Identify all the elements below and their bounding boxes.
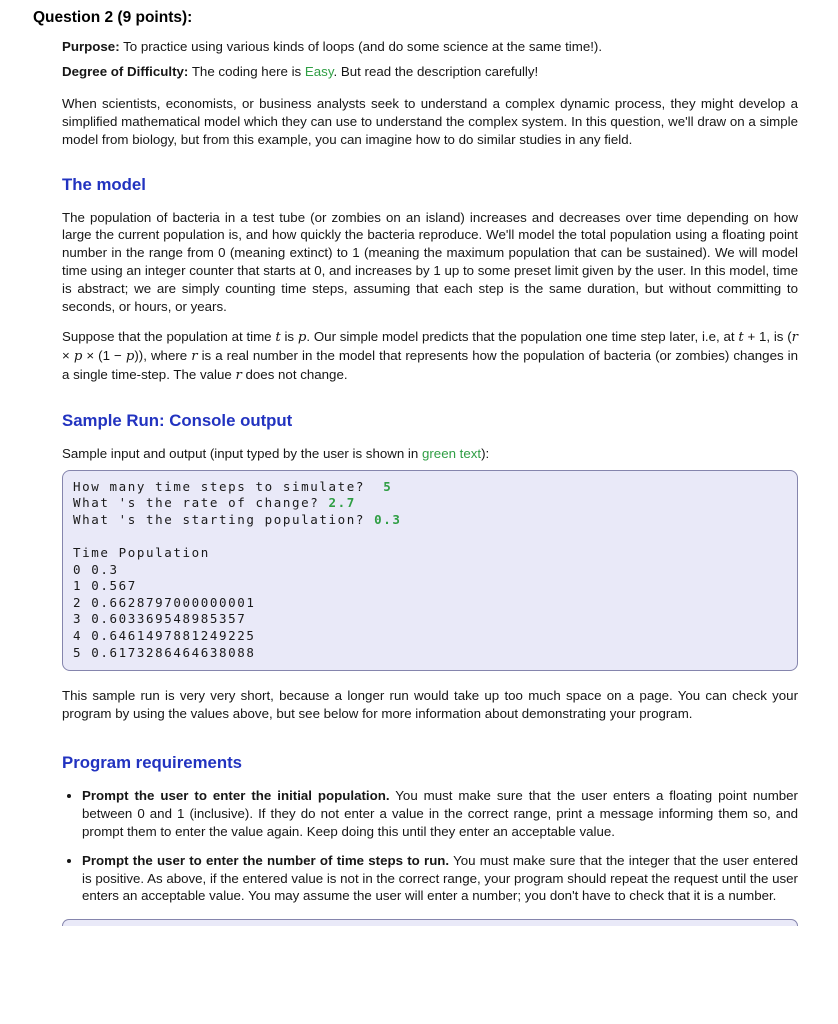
text-segment: 2.7 bbox=[328, 495, 356, 511]
difficulty-text bbox=[192, 64, 538, 79]
text-segment: The coding here is bbox=[191, 63, 305, 79]
text-segment: . Our simple model predicts that the population one time step later, i.e, at bbox=[306, 328, 739, 344]
console-line bbox=[73, 611, 787, 628]
text-segment: × (1 − bbox=[82, 347, 126, 363]
purpose-line bbox=[62, 38, 798, 56]
console-line bbox=[73, 595, 787, 612]
text-segment: 4 0.6461497881249225 bbox=[73, 627, 256, 643]
text-segment: does not change. bbox=[241, 366, 348, 382]
text-segment: . But read the description carefully! bbox=[333, 63, 539, 79]
text-segment: 0.3 bbox=[374, 511, 402, 527]
model-heading: The model bbox=[62, 174, 146, 194]
console-line bbox=[73, 495, 787, 512]
text-segment: × bbox=[62, 347, 74, 363]
text-segment: is a real number in the model that represents how the population of bacteria (or zombies) changes in a single time-step. The value bbox=[62, 347, 798, 382]
text-segment: p bbox=[125, 348, 135, 364]
text-segment: 0 0.3 bbox=[73, 561, 119, 577]
text-segment: + 1, is ( bbox=[743, 328, 792, 344]
text-segment: p bbox=[73, 348, 83, 364]
question-title: Question 2 (9 points): bbox=[33, 9, 193, 26]
text-segment: How many time steps to simulate? bbox=[73, 478, 384, 494]
text-segment: r bbox=[235, 367, 242, 383]
text-segment: t bbox=[275, 329, 281, 345]
text-segment: Suppose that the population at time bbox=[62, 328, 276, 344]
console-line bbox=[73, 645, 787, 662]
console-line bbox=[73, 562, 787, 579]
text-segment: is bbox=[280, 328, 298, 344]
text-segment: What 's the starting population? bbox=[73, 511, 375, 527]
difficulty-line bbox=[62, 63, 798, 81]
sample-outro-paragraph: This sample run is very very short, because a longer run would take up too much space on a page. You can check your program by using the values above, but see below for more information about demonstrating your program. bbox=[62, 688, 798, 722]
text-segment: 2 0.6628797000000001 bbox=[73, 594, 256, 610]
console-line bbox=[73, 479, 787, 496]
purpose-label: Purpose: bbox=[62, 39, 120, 54]
text-segment: r bbox=[191, 348, 198, 364]
text-segment: green text bbox=[421, 445, 482, 461]
text-segment: 5 bbox=[383, 478, 393, 494]
difficulty-label: Degree of Difficulty: bbox=[62, 63, 189, 79]
text-segment: t bbox=[738, 329, 744, 345]
text-segment: )), where bbox=[134, 347, 192, 363]
program-requirements-heading: Program requirements bbox=[62, 752, 242, 772]
text-segment: 3 0.603369548985357 bbox=[73, 611, 247, 627]
console-line bbox=[73, 545, 787, 562]
model-paragraph-1: The population of bacteria in a test tube (or zombies on an island) increases and decreases over time depending on how large the current population is, and how quickly the bacteria reproduce. We'll model the total population using a floating point number in the range from 0 (meaning extinct) to 1 (meaning the maximum population that can be sustained). We will model time using an integer counter that starts at 0, and increases by 1 up to some preset limit given by the user. In this model, time is abstract; we are simply counting time steps, assuming that each step is the same duration, but without committing to seconds, or hours, or years. bbox=[62, 209, 798, 315]
text-segment bbox=[73, 528, 82, 543]
requirement-lead: Prompt the user to enter the number of time steps to run. bbox=[82, 852, 450, 868]
question-body bbox=[62, 38, 798, 926]
text-segment: ): bbox=[481, 445, 490, 461]
requirement-item bbox=[82, 852, 798, 906]
requirements-list bbox=[62, 787, 798, 905]
intro-paragraph: When scientists, economists, or business analysts seek to understand a complex dynamic process, they might develop a simplified mathematical model which they can use to understand the complex system. In this question, we'll draw on a simple model from biology, but from this example, you can imagine how to do similar studies in any field. bbox=[62, 95, 798, 147]
text-segment: r bbox=[791, 329, 799, 345]
model-paragraph-2 bbox=[62, 328, 798, 385]
requirement-text: You must make sure that the user enters a floating point number between 0 and 1 (inclusive). If they do not enter a value in the correct range, print a message informing them so, and prompt them to enter the value again. Keep doing this until they enter an acceptable value. bbox=[82, 787, 798, 839]
requirement-item bbox=[82, 787, 798, 841]
console-line bbox=[73, 628, 787, 645]
text-segment: Sample input and output (input typed by the user is shown in bbox=[62, 445, 422, 461]
text-segment: 1 0.567 bbox=[73, 578, 137, 594]
text-segment: Time Population bbox=[73, 544, 210, 560]
text-segment: Easy bbox=[304, 63, 334, 79]
requirement-lead: Prompt the user to enter the initial population. bbox=[82, 787, 390, 803]
purpose-text: To practice using various kinds of loops (and do some science at the same time!). bbox=[123, 39, 603, 54]
sample-run-heading: Sample Run: Console output bbox=[62, 410, 293, 430]
next-code-block-top-edge bbox=[62, 919, 798, 926]
console-line bbox=[73, 528, 787, 545]
text-segment: What 's the rate of change? bbox=[73, 495, 329, 511]
console-line bbox=[73, 578, 787, 595]
console-line bbox=[73, 512, 787, 529]
console-output-box bbox=[62, 470, 798, 672]
text-segment: 5 0.6173286464638088 bbox=[73, 644, 256, 660]
text-segment: p bbox=[297, 329, 307, 345]
sample-intro-line bbox=[62, 445, 798, 463]
requirement-text: You must make sure that the integer that the user entered is positive. As above, if the entered value is not in the correct range, your program should repeat the request until the user enters an acceptable value. You may assume the user will enter a number; you don't have to check that it is a number. bbox=[82, 852, 798, 904]
